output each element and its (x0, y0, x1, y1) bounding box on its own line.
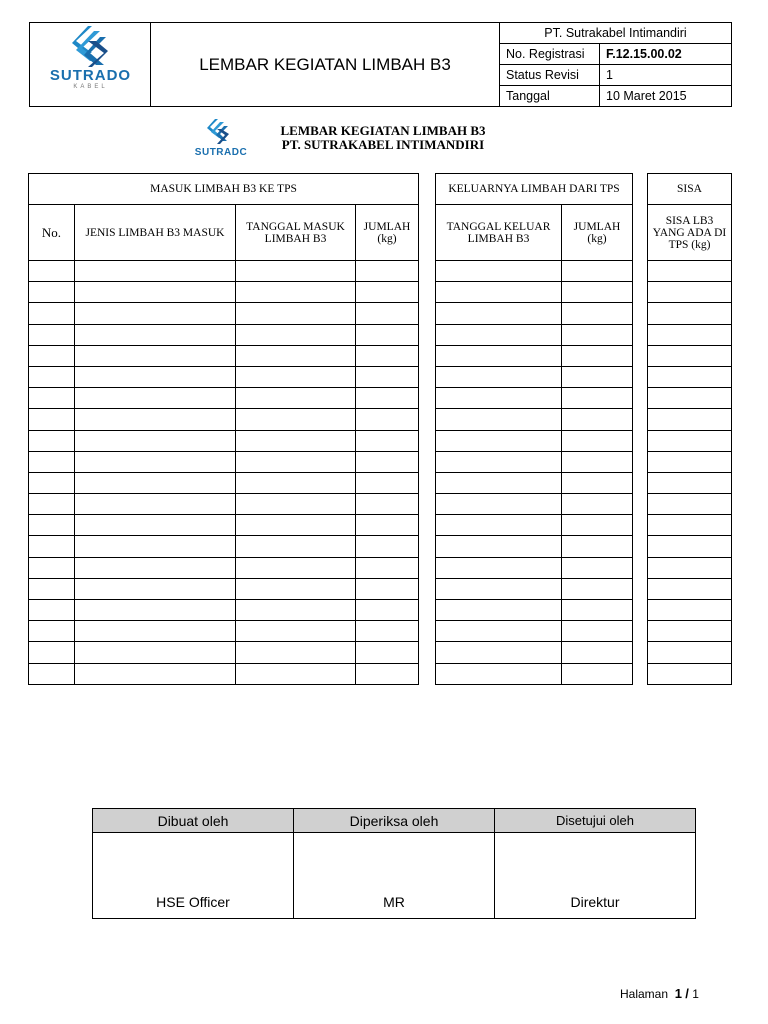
table-cell[interactable] (29, 472, 75, 493)
waste-in-table (28, 173, 419, 685)
table-cell[interactable] (29, 388, 75, 409)
table-cell[interactable] (648, 472, 732, 493)
table-row (436, 345, 633, 366)
table-cell[interactable] (236, 430, 356, 451)
table-cell[interactable] (562, 345, 633, 366)
table-cell[interactable] (648, 642, 732, 663)
table-cell[interactable] (562, 557, 633, 578)
table-row (29, 663, 419, 684)
table-cell[interactable] (29, 366, 75, 387)
table-cell[interactable] (648, 578, 732, 599)
sig-heading-approved: Disetujui oleh (495, 809, 696, 833)
table-cell[interactable] (236, 388, 356, 409)
col-tanggal-keluar: TANGGAL KELUAR LIMBAH B3 (436, 205, 562, 261)
waste-out-table (435, 173, 633, 685)
table-cell[interactable] (236, 494, 356, 515)
table-cell[interactable] (29, 557, 75, 578)
table-cell[interactable] (436, 451, 562, 472)
table-cell[interactable] (356, 621, 419, 642)
sig-heading-created: Dibuat oleh (93, 809, 294, 833)
table-cell[interactable] (75, 451, 236, 472)
table-row (436, 324, 633, 345)
table-cell[interactable] (75, 324, 236, 345)
col-tanggal-masuk: TANGGAL MASUK LIMBAH B3 (236, 205, 356, 261)
table-row (648, 366, 732, 387)
table-cell[interactable] (75, 261, 236, 282)
registration-value: F.12.15.00.02 (600, 44, 732, 65)
table-row (436, 578, 633, 599)
table-row (648, 557, 732, 578)
table-cell[interactable] (436, 600, 562, 621)
sig-heading-checked: Diperiksa oleh (294, 809, 495, 833)
table-cell[interactable] (29, 303, 75, 324)
table-row (29, 303, 419, 324)
sub-title-line2: PT. SUTRAKABEL INTIMANDIRI (281, 137, 485, 152)
table-cell[interactable] (236, 557, 356, 578)
table-cell[interactable] (356, 324, 419, 345)
table-cell[interactable] (436, 621, 562, 642)
table-row (648, 345, 732, 366)
table-row (436, 663, 633, 684)
table-row (648, 303, 732, 324)
table-cell[interactable] (648, 345, 732, 366)
table-cell[interactable] (29, 600, 75, 621)
table-cell[interactable] (356, 303, 419, 324)
sig-role-checked[interactable]: MR (294, 833, 495, 919)
table-row (648, 494, 732, 515)
table-cell[interactable] (236, 303, 356, 324)
registration-label: No. Registrasi (500, 44, 600, 65)
table-cell[interactable] (436, 430, 562, 451)
table-row (648, 663, 732, 684)
col-no: No. (29, 205, 75, 261)
table-cell[interactable] (562, 430, 633, 451)
table-cell[interactable] (648, 451, 732, 472)
table-cell[interactable] (75, 494, 236, 515)
table-cell[interactable] (236, 451, 356, 472)
table-cell[interactable] (562, 366, 633, 387)
sub-logo-text: SUTRADC (194, 147, 248, 158)
table-cell[interactable] (356, 515, 419, 536)
table-row (29, 388, 419, 409)
table-cell[interactable] (236, 536, 356, 557)
table-row (436, 494, 633, 515)
table-cell[interactable] (236, 409, 356, 430)
table-cell[interactable] (436, 663, 562, 684)
table-cell[interactable] (236, 600, 356, 621)
table-row (29, 345, 419, 366)
table-cell[interactable] (29, 621, 75, 642)
table-cell[interactable] (29, 409, 75, 430)
table-row (436, 642, 633, 663)
table-cell[interactable] (436, 261, 562, 282)
table-cell[interactable] (236, 472, 356, 493)
table-row (29, 536, 419, 557)
table-cell[interactable] (356, 600, 419, 621)
table-cell[interactable] (436, 557, 562, 578)
table-row (436, 366, 633, 387)
table-cell[interactable] (562, 282, 633, 303)
table-cell[interactable] (29, 451, 75, 472)
sub-title-line1: LEMBAR KEGIATAN LIMBAH B3 (280, 123, 486, 138)
col-sisa-lb3: SISA LB3 YANG ADA DI TPS (kg) (648, 205, 732, 261)
table-cell[interactable] (236, 282, 356, 303)
table-cell[interactable] (436, 409, 562, 430)
table-cell[interactable] (356, 557, 419, 578)
table-cell[interactable] (356, 409, 419, 430)
table-cell[interactable] (29, 324, 75, 345)
table-cell[interactable] (562, 494, 633, 515)
table-cell[interactable] (75, 600, 236, 621)
sig-role-approved[interactable]: Direktur (495, 833, 696, 919)
table-cell[interactable] (75, 345, 236, 366)
table-cell[interactable] (356, 536, 419, 557)
table-cell[interactable] (648, 409, 732, 430)
table-cell[interactable] (356, 345, 419, 366)
table-row (436, 303, 633, 324)
sub-logo (188, 118, 254, 162)
sutrado-small-logo-icon (188, 118, 254, 148)
table-cell[interactable] (75, 663, 236, 684)
table-row (436, 515, 633, 536)
table-cell[interactable] (356, 282, 419, 303)
table-cell[interactable] (436, 536, 562, 557)
table-cell[interactable] (648, 324, 732, 345)
table-cell[interactable] (436, 494, 562, 515)
table-row (29, 557, 419, 578)
table-cell[interactable] (562, 472, 633, 493)
table-cell[interactable] (236, 261, 356, 282)
col-jenis-limbah: JENIS LIMBAH B3 MASUK (75, 205, 236, 261)
table-row (29, 409, 419, 430)
table-row (436, 536, 633, 557)
table-cell[interactable] (436, 642, 562, 663)
table-cell[interactable] (562, 663, 633, 684)
waste-in-group-header: MASUK LIMBAH B3 KE TPS (29, 174, 419, 205)
table-cell[interactable] (29, 261, 75, 282)
table-row (29, 600, 419, 621)
table-cell[interactable] (648, 494, 732, 515)
table-cell[interactable] (562, 451, 633, 472)
table-cell[interactable] (236, 366, 356, 387)
table-row (29, 472, 419, 493)
table-cell[interactable] (29, 642, 75, 663)
table-cell[interactable] (236, 515, 356, 536)
table-row (648, 451, 732, 472)
sub-title (258, 124, 508, 152)
table-cell[interactable] (29, 494, 75, 515)
table-cell[interactable] (29, 282, 75, 303)
table-row (648, 642, 732, 663)
table-cell[interactable] (75, 515, 236, 536)
table-cell[interactable] (562, 515, 633, 536)
table-cell[interactable] (436, 345, 562, 366)
table-row (29, 642, 419, 663)
page-number: 1 (674, 986, 682, 1001)
table-cell[interactable] (356, 388, 419, 409)
table-cell[interactable] (648, 388, 732, 409)
sig-role-created[interactable]: HSE Officer (93, 833, 294, 919)
table-row (648, 515, 732, 536)
table-row (29, 324, 419, 345)
logo-text: SUTRADO (49, 67, 132, 84)
table-cell[interactable] (236, 578, 356, 599)
company-name: PT. Sutrakabel Intimandiri (500, 23, 731, 44)
table-cell[interactable] (436, 515, 562, 536)
waste-rest-group-header: SISA (648, 174, 732, 205)
table-cell[interactable] (648, 557, 732, 578)
table-row (29, 282, 419, 303)
table-cell[interactable] (648, 621, 732, 642)
table-cell[interactable] (562, 303, 633, 324)
table-cell[interactable] (75, 621, 236, 642)
table-cell[interactable] (75, 282, 236, 303)
table-cell[interactable] (562, 600, 633, 621)
table-cell[interactable] (356, 472, 419, 493)
table-row (648, 388, 732, 409)
table-cell[interactable] (648, 515, 732, 536)
table-cell[interactable] (648, 663, 732, 684)
page-total: 1 (692, 987, 699, 1001)
table-cell[interactable] (562, 261, 633, 282)
table-row (436, 409, 633, 430)
logo-subtext: KABEL (73, 84, 108, 90)
table-row (29, 261, 419, 282)
table-row (436, 600, 633, 621)
table-cell[interactable] (29, 578, 75, 599)
table-cell[interactable] (356, 430, 419, 451)
page-footer (620, 986, 740, 1001)
table-cell[interactable] (236, 621, 356, 642)
table-row (648, 472, 732, 493)
table-cell[interactable] (236, 345, 356, 366)
table-cell[interactable] (436, 388, 562, 409)
table-cell[interactable] (648, 261, 732, 282)
table-cell[interactable] (562, 409, 633, 430)
table-cell[interactable] (648, 430, 732, 451)
table-cell[interactable] (29, 663, 75, 684)
table-cell[interactable] (75, 303, 236, 324)
table-row (436, 388, 633, 409)
table-cell[interactable] (356, 451, 419, 472)
table-row (29, 494, 419, 515)
table-row (436, 261, 633, 282)
table-row (436, 557, 633, 578)
table-cell[interactable] (648, 303, 732, 324)
table-row (648, 261, 732, 282)
table-cell[interactable] (236, 663, 356, 684)
table-cell[interactable] (75, 472, 236, 493)
table-cell[interactable] (356, 494, 419, 515)
waste-out-group-header: KELUARNYA LIMBAH DARI TPS (436, 174, 633, 205)
table-cell[interactable] (436, 324, 562, 345)
table-cell[interactable] (75, 557, 236, 578)
table-cell[interactable] (75, 536, 236, 557)
table-cell[interactable] (356, 366, 419, 387)
table-cell[interactable] (356, 663, 419, 684)
table-cell[interactable] (436, 578, 562, 599)
table-row (29, 515, 419, 536)
table-row (648, 536, 732, 557)
table-cell[interactable] (648, 536, 732, 557)
table-cell[interactable] (356, 642, 419, 663)
table-cell[interactable] (562, 536, 633, 557)
table-cell[interactable] (236, 642, 356, 663)
waste-rest-table (647, 173, 732, 685)
table-cell[interactable] (75, 409, 236, 430)
table-cell[interactable] (75, 366, 236, 387)
table-row (436, 472, 633, 493)
table-cell[interactable] (75, 578, 236, 599)
table-row (29, 578, 419, 599)
table-row (648, 409, 732, 430)
page-separator: / (685, 986, 689, 1001)
col-jumlah-keluar: JUMLAH (kg) (562, 205, 633, 261)
table-cell[interactable] (356, 261, 419, 282)
company-logo (30, 23, 151, 106)
table-row (436, 282, 633, 303)
col-jumlah-masuk: JUMLAH (kg) (356, 205, 419, 261)
table-cell[interactable] (75, 388, 236, 409)
table-cell[interactable] (562, 642, 633, 663)
table-row (29, 451, 419, 472)
table-cell[interactable] (29, 345, 75, 366)
table-cell[interactable] (29, 430, 75, 451)
table-row (436, 430, 633, 451)
table-row (648, 324, 732, 345)
date-value: 10 Maret 2015 (600, 86, 732, 107)
table-row (29, 366, 419, 387)
table-row (648, 621, 732, 642)
table-cell[interactable] (75, 430, 236, 451)
table-cell[interactable] (562, 578, 633, 599)
table-cell[interactable] (356, 578, 419, 599)
table-row (648, 430, 732, 451)
table-cell[interactable] (562, 324, 633, 345)
signature-table (92, 808, 696, 919)
revision-value: 1 (600, 65, 732, 86)
table-row (648, 282, 732, 303)
table-row (29, 430, 419, 451)
sutrado-logo-icon (30, 23, 151, 106)
table-cell[interactable] (29, 515, 75, 536)
document-info-table (500, 23, 731, 106)
table-cell[interactable] (75, 642, 236, 663)
table-cell[interactable] (436, 366, 562, 387)
table-row (648, 578, 732, 599)
date-label: Tanggal (500, 86, 600, 107)
table-cell[interactable] (436, 472, 562, 493)
page-label: Halaman (620, 987, 669, 1001)
document-title: LEMBAR KEGIATAN LIMBAH B3 (151, 23, 500, 106)
table-cell[interactable] (236, 324, 356, 345)
table-cell[interactable] (436, 282, 562, 303)
table-row (436, 451, 633, 472)
table-cell[interactable] (562, 388, 633, 409)
table-cell[interactable] (648, 282, 732, 303)
table-cell[interactable] (436, 303, 562, 324)
table-cell[interactable] (648, 366, 732, 387)
table-cell[interactable] (562, 621, 633, 642)
revision-label: Status Revisi (500, 65, 600, 86)
table-row (648, 600, 732, 621)
table-row (29, 621, 419, 642)
document-header (29, 22, 732, 107)
table-cell[interactable] (648, 600, 732, 621)
table-cell[interactable] (29, 536, 75, 557)
table-row (436, 621, 633, 642)
